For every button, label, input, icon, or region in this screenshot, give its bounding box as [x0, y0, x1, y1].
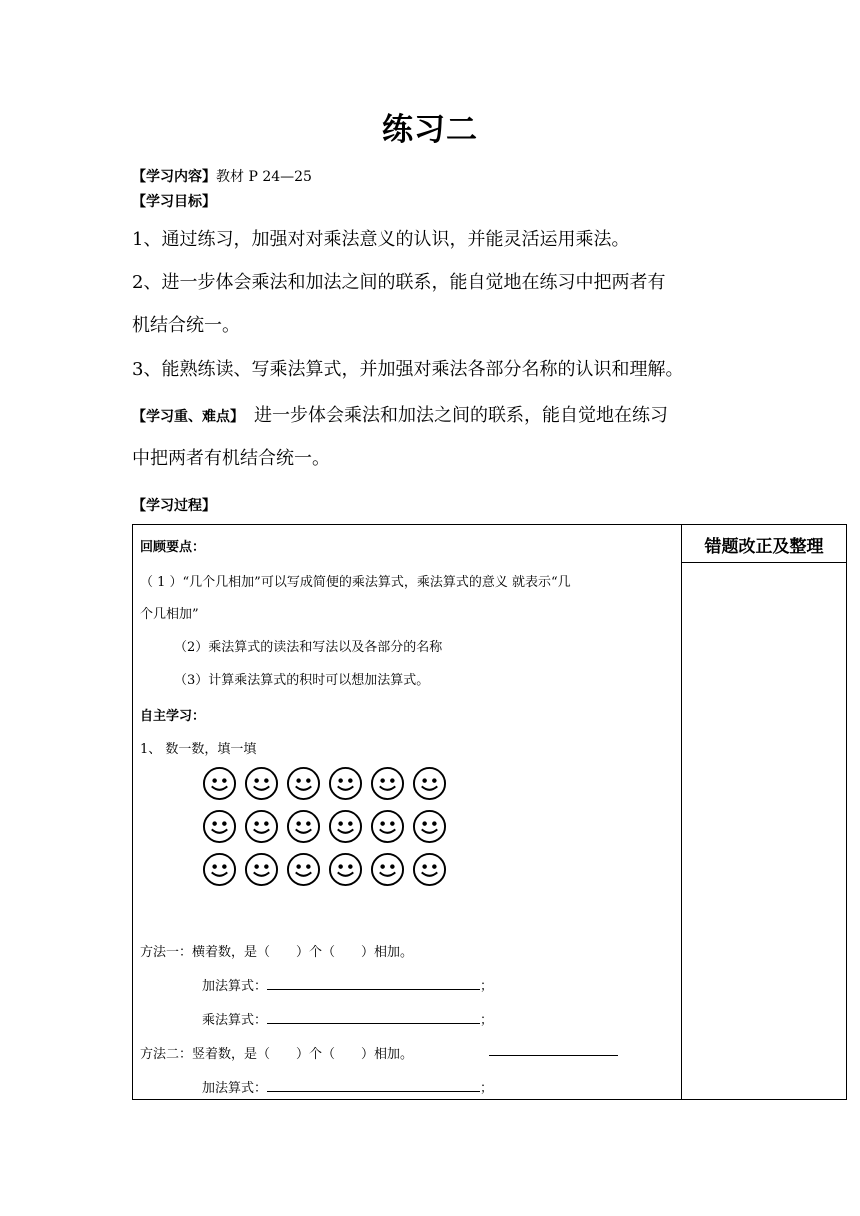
- correction-header: 错题改正及整理: [682, 525, 846, 563]
- smiley-face-icon: [328, 809, 363, 844]
- content-line: [132, 166, 312, 186]
- method-2: 方法二：竖着数，是（ ）个（ ）相加。: [140, 1047, 414, 1062]
- method-1: 方法一：横着数，是（ ）个（ ）相加。: [140, 945, 414, 960]
- review-item-1a: （ 1 ）“几个几相加”可以写成简便的乘法算式，乘法算式的意义 就表示“几: [140, 575, 571, 590]
- review-item-3: （3）计算乘法算式的积时可以想加法算式。: [174, 673, 430, 688]
- smiley-face-icon: [286, 852, 321, 887]
- smiley-face-icon: [202, 852, 237, 887]
- mul-colon: ；: [480, 1013, 494, 1028]
- smiley-face-icon: [412, 852, 447, 887]
- mul-answer-blank[interactable]: [267, 1009, 480, 1024]
- smiley-face-icon: [244, 852, 279, 887]
- smiley-face-icon: [370, 852, 405, 887]
- review-heading: 回顾要点：: [140, 540, 206, 555]
- add-colon: ；: [480, 979, 494, 994]
- review-item-1b: 个几相加”: [140, 607, 199, 622]
- key-line-2: 中把两者有机结合统一。: [132, 448, 330, 469]
- add-answer-blank[interactable]: [267, 975, 480, 990]
- smiley-face-icon: [412, 809, 447, 844]
- method-2-add-row: [202, 1077, 493, 1096]
- review-item-2: （2）乘法算式的读法和写法以及各部分的名称: [174, 640, 443, 655]
- goals-label: 【学习目标】: [132, 194, 216, 210]
- correction-column: [682, 524, 847, 1100]
- extra-answer-blank[interactable]: [489, 1041, 618, 1056]
- smiley-face-icon: [286, 766, 321, 801]
- content-label: 【学习内容】: [132, 169, 216, 185]
- smiley-face-icon: [328, 766, 363, 801]
- add-label: 加法算式：: [202, 979, 268, 994]
- goal-line-1: 1、通过练习，加强对对乘法意义的认识，并能灵活运用乘法。: [132, 229, 630, 250]
- add-colon-2: ；: [480, 1081, 494, 1096]
- smiley-face-icon: [412, 766, 447, 801]
- smiley-face-icon: [244, 809, 279, 844]
- smiley-row: [202, 852, 447, 887]
- key-text-1: 进一步体会乘法和加法之间的联系，能自觉地在练习: [254, 405, 668, 426]
- mul-label: 乘法算式：: [202, 1013, 268, 1028]
- process-label: 【学习过程】: [132, 498, 216, 514]
- smiley-face-icon: [370, 766, 405, 801]
- goal-line-2: 2、进一步体会乘法和加法之间的联系，能自觉地在练习中把两者有: [132, 272, 666, 293]
- method-1-add-row: [202, 975, 493, 994]
- smiley-grid: [202, 766, 447, 895]
- smiley-face-icon: [202, 809, 237, 844]
- goal-line-3: 机结合统一。: [132, 315, 240, 336]
- smiley-row: [202, 766, 447, 801]
- smiley-face-icon: [328, 852, 363, 887]
- smiley-row: [202, 809, 447, 844]
- add-answer-blank-2[interactable]: [267, 1077, 480, 1092]
- content-text: 教材 P 24—25: [216, 169, 312, 185]
- key-line-1: [132, 401, 668, 427]
- question-1: 1、 数一数，填一填: [140, 742, 257, 757]
- page-title: 练习二: [382, 112, 478, 148]
- method-1-mul-row: [202, 1009, 493, 1028]
- smiley-face-icon: [370, 809, 405, 844]
- add-label-2: 加法算式：: [202, 1081, 268, 1096]
- smiley-face-icon: [202, 766, 237, 801]
- smiley-face-icon: [286, 809, 321, 844]
- goal-line-4: 3、能熟练读、写乘法算式，并加强对乘法各部分名称的认识和理解。: [132, 359, 684, 380]
- self-study-heading: 自主学习：: [140, 709, 206, 724]
- key-label: 【学习重、难点】: [132, 409, 244, 425]
- smiley-face-icon: [244, 766, 279, 801]
